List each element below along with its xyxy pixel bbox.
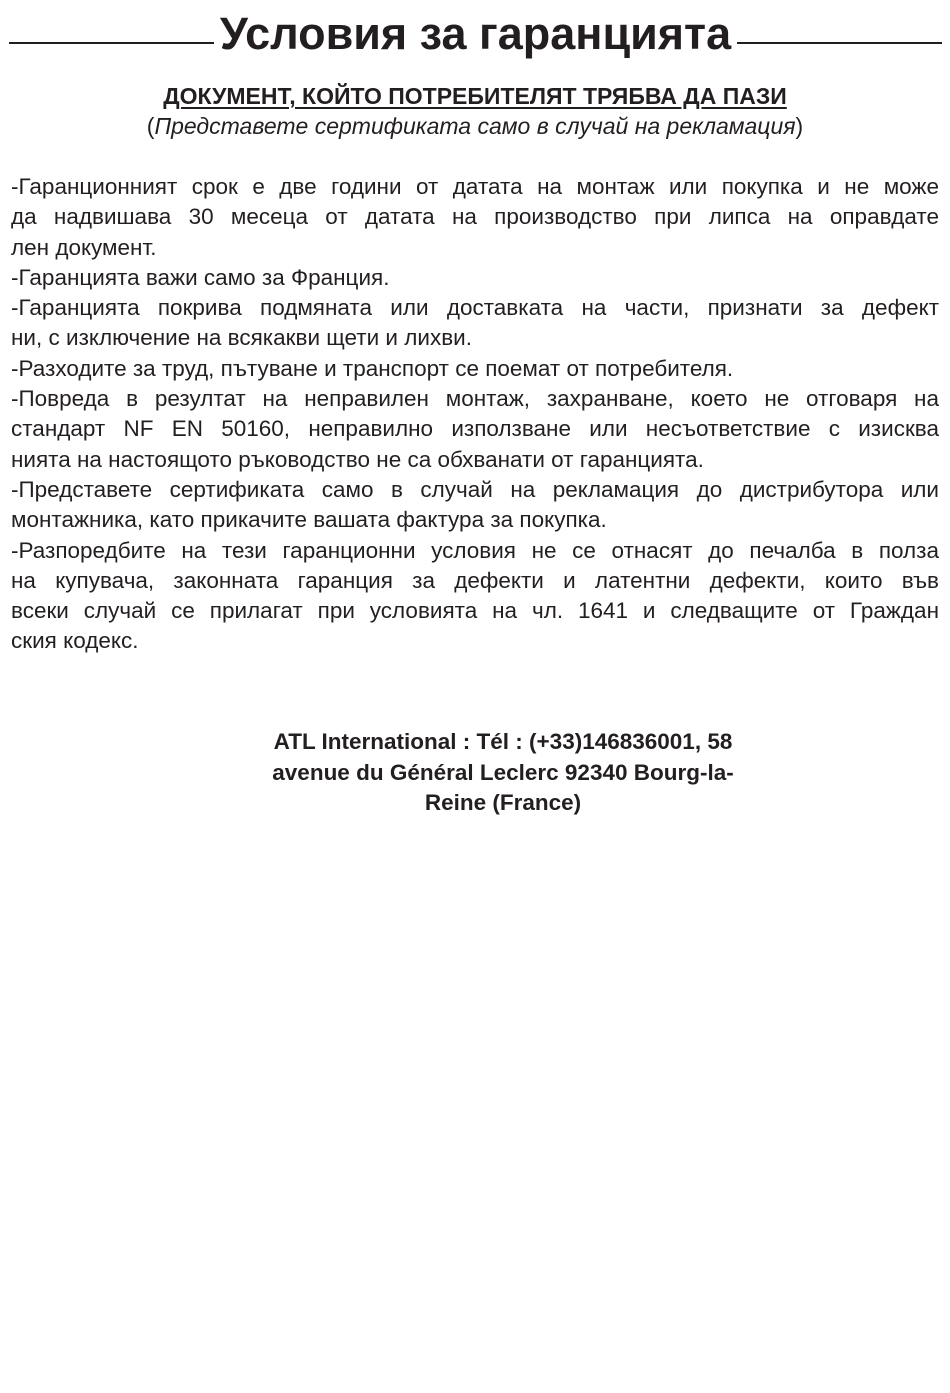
terms-line: -Повреда в резултат на неправилен монтаж, захранване, което не отговаря на <box>11 386 939 412</box>
terms-line: ни, с изключение на всякакви щети и лихви. <box>11 325 472 351</box>
terms-line: лен документ. <box>11 234 157 260</box>
title-row <box>9 6 942 62</box>
terms-line: -Гаранцията важи само за Франция. <box>11 264 390 290</box>
document-heading: ДОКУМЕНТ, КОЙТО ПОТРЕБИТЕЛЯТ ТРЯБВА ДА ПАЗИ <box>163 83 787 109</box>
contact-line: ATL International : Tél : (+33)146836001, 58 <box>273 729 733 754</box>
title-rule-right <box>737 42 942 44</box>
terms-line: всеки случай се прилагат при условията на чл. 1641 и следващите от Граждан <box>11 598 939 624</box>
terms-line: нията на настоящото ръководство не са обхванати от гаранцията. <box>11 446 704 472</box>
page-title: Условия за гаранцията <box>219 8 732 59</box>
contact-line: Reine (France) <box>424 790 582 815</box>
warranty-terms <box>11 172 939 657</box>
terms-line: да надвишава 30 месеца от датата на производство при липса на оправдате <box>11 204 939 230</box>
terms-line: ския кодекс. <box>11 628 139 654</box>
terms-line: монтажника, като прикачите вашата фактура за покупка. <box>11 507 607 533</box>
subheading-open-paren: ( <box>146 113 155 139</box>
subheading-text: Представете сертификата само в случай на рекламация <box>154 113 796 139</box>
title-rule-left <box>9 42 214 44</box>
terms-line: -Гаранцията покрива подмяната или доставката на части, признати за дефект <box>11 295 939 321</box>
terms-line: -Разпоредбите на тези гаранционни условия не се отнасят до печалба в полза <box>11 537 939 563</box>
terms-line: на купувача, законната гаранция за дефекти и латентни дефекти, които във <box>11 567 939 593</box>
document-subheading <box>0 112 950 140</box>
terms-line: -Разходите за труд, пътуване и транспорт се поемат от потребителя. <box>11 355 734 381</box>
terms-line: стандарт NF EN 50160, неправилно използване или несъответствие с изисква <box>11 416 939 442</box>
terms-line: -Представете сертификата само в случай на рекламация до дистрибутора или <box>11 476 939 502</box>
manufacturer-contact <box>0 727 950 819</box>
subheading-close-paren: ) <box>795 113 804 139</box>
terms-line: -Гаранционният срок е две години от датата на монтаж или покупка и не може <box>11 174 939 199</box>
contact-line: avenue du Général Leclerc 92340 Bourg-la- <box>272 759 734 785</box>
